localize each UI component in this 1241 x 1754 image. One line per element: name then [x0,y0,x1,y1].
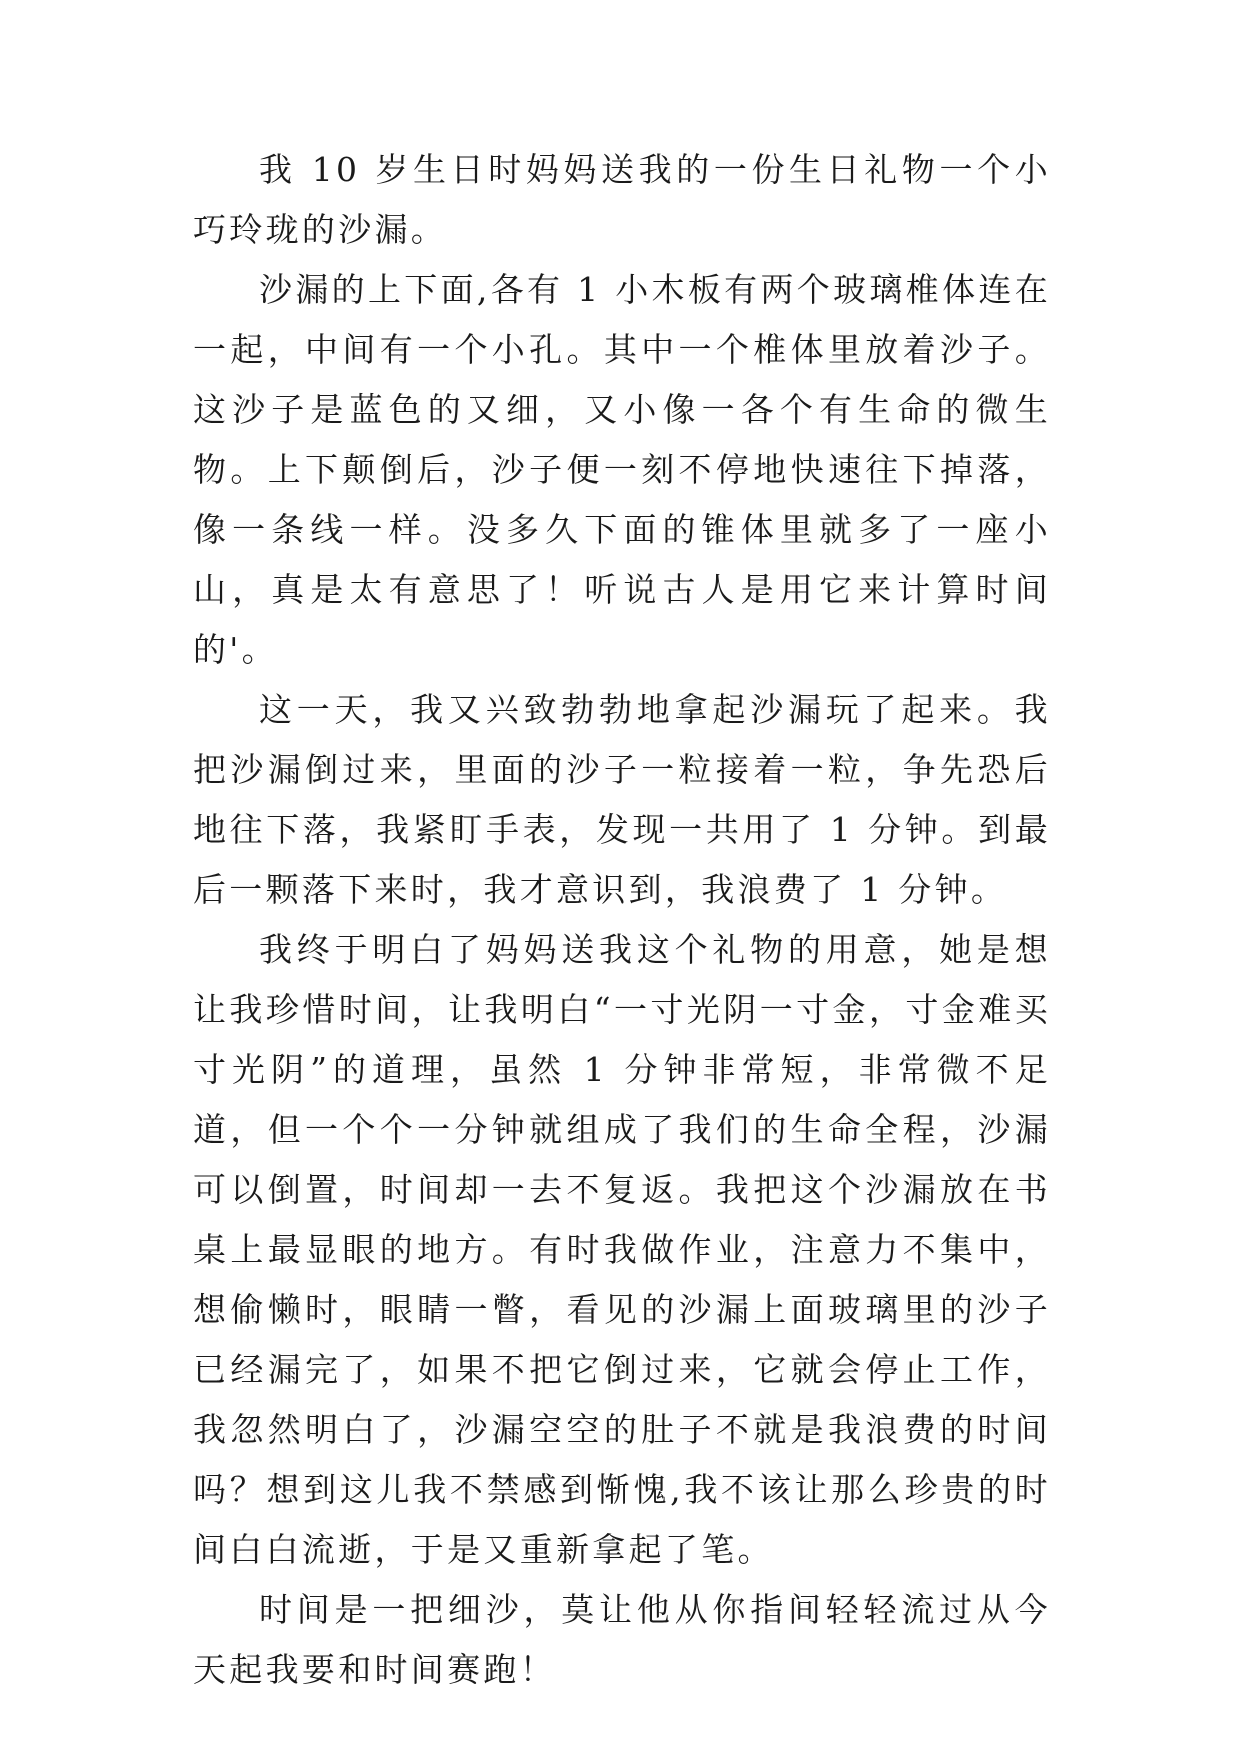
paragraph-playing-hourglass: 这一天，我又兴致勃勃地拿起沙漏玩了起来。我把沙漏倒过来，里面的沙子一粒接着一粒，争先恐后地往下落，我紧盯手表，发现一共用了 1 分钟。到最后一颗落下来时，我才意识到，我浪费了 1 分钟。 [193,690,1051,909]
paragraph-birthday-gift: 我 10 岁生日时妈妈送我的一份生日礼物一个小巧玲珑的沙漏。 [193,150,1051,249]
paragraph-hourglass-description: 沙漏的上下面,各有 1 小木板有两个玻璃椎体连在一起，中间有一个小孔。其中一个椎体里放着沙子。这沙子是蓝色的又细，又小像一各个有生命的微生物。上下颠倒后，沙子便一刻不停地快速往下掉落，像一条线一样。没多久下面的锥体里就多了一座小山，真是太有意思了！听说古人是用它来计算时间的'。 [193,270,1051,669]
paragraph-conclusion: 时间是一把细沙，莫让他从你指间轻轻流过从今天起我要和时间赛跑！ [193,1590,1051,1689]
paragraph-realization: 我终于明白了妈妈送我这个礼物的用意，她是想让我珍惜时间，让我明白“一寸光阴一寸金，寸金难买寸光阴”的道理，虽然 1 分钟非常短，非常微不足道，但一个个一分钟就组成了我们的生命全程，沙漏可以倒置，时间却一去不复返。我把这个沙漏放在书桌上最显眼的地方。有时我做作业，注意力不集中，想偷懒时，眼睛一瞥，看见的沙漏上面玻璃里的沙子已经漏完了，如果不把它倒过来，它就会停止工作，我忽然明白了，沙漏空空的肚子不就是我浪费的时间吗？想到这儿我不禁感到惭愧,我不该让那么珍贵的时间白白流逝，于是又重新拿起了笔。 [193,930,1051,1569]
document-page [193,140,1051,1700]
